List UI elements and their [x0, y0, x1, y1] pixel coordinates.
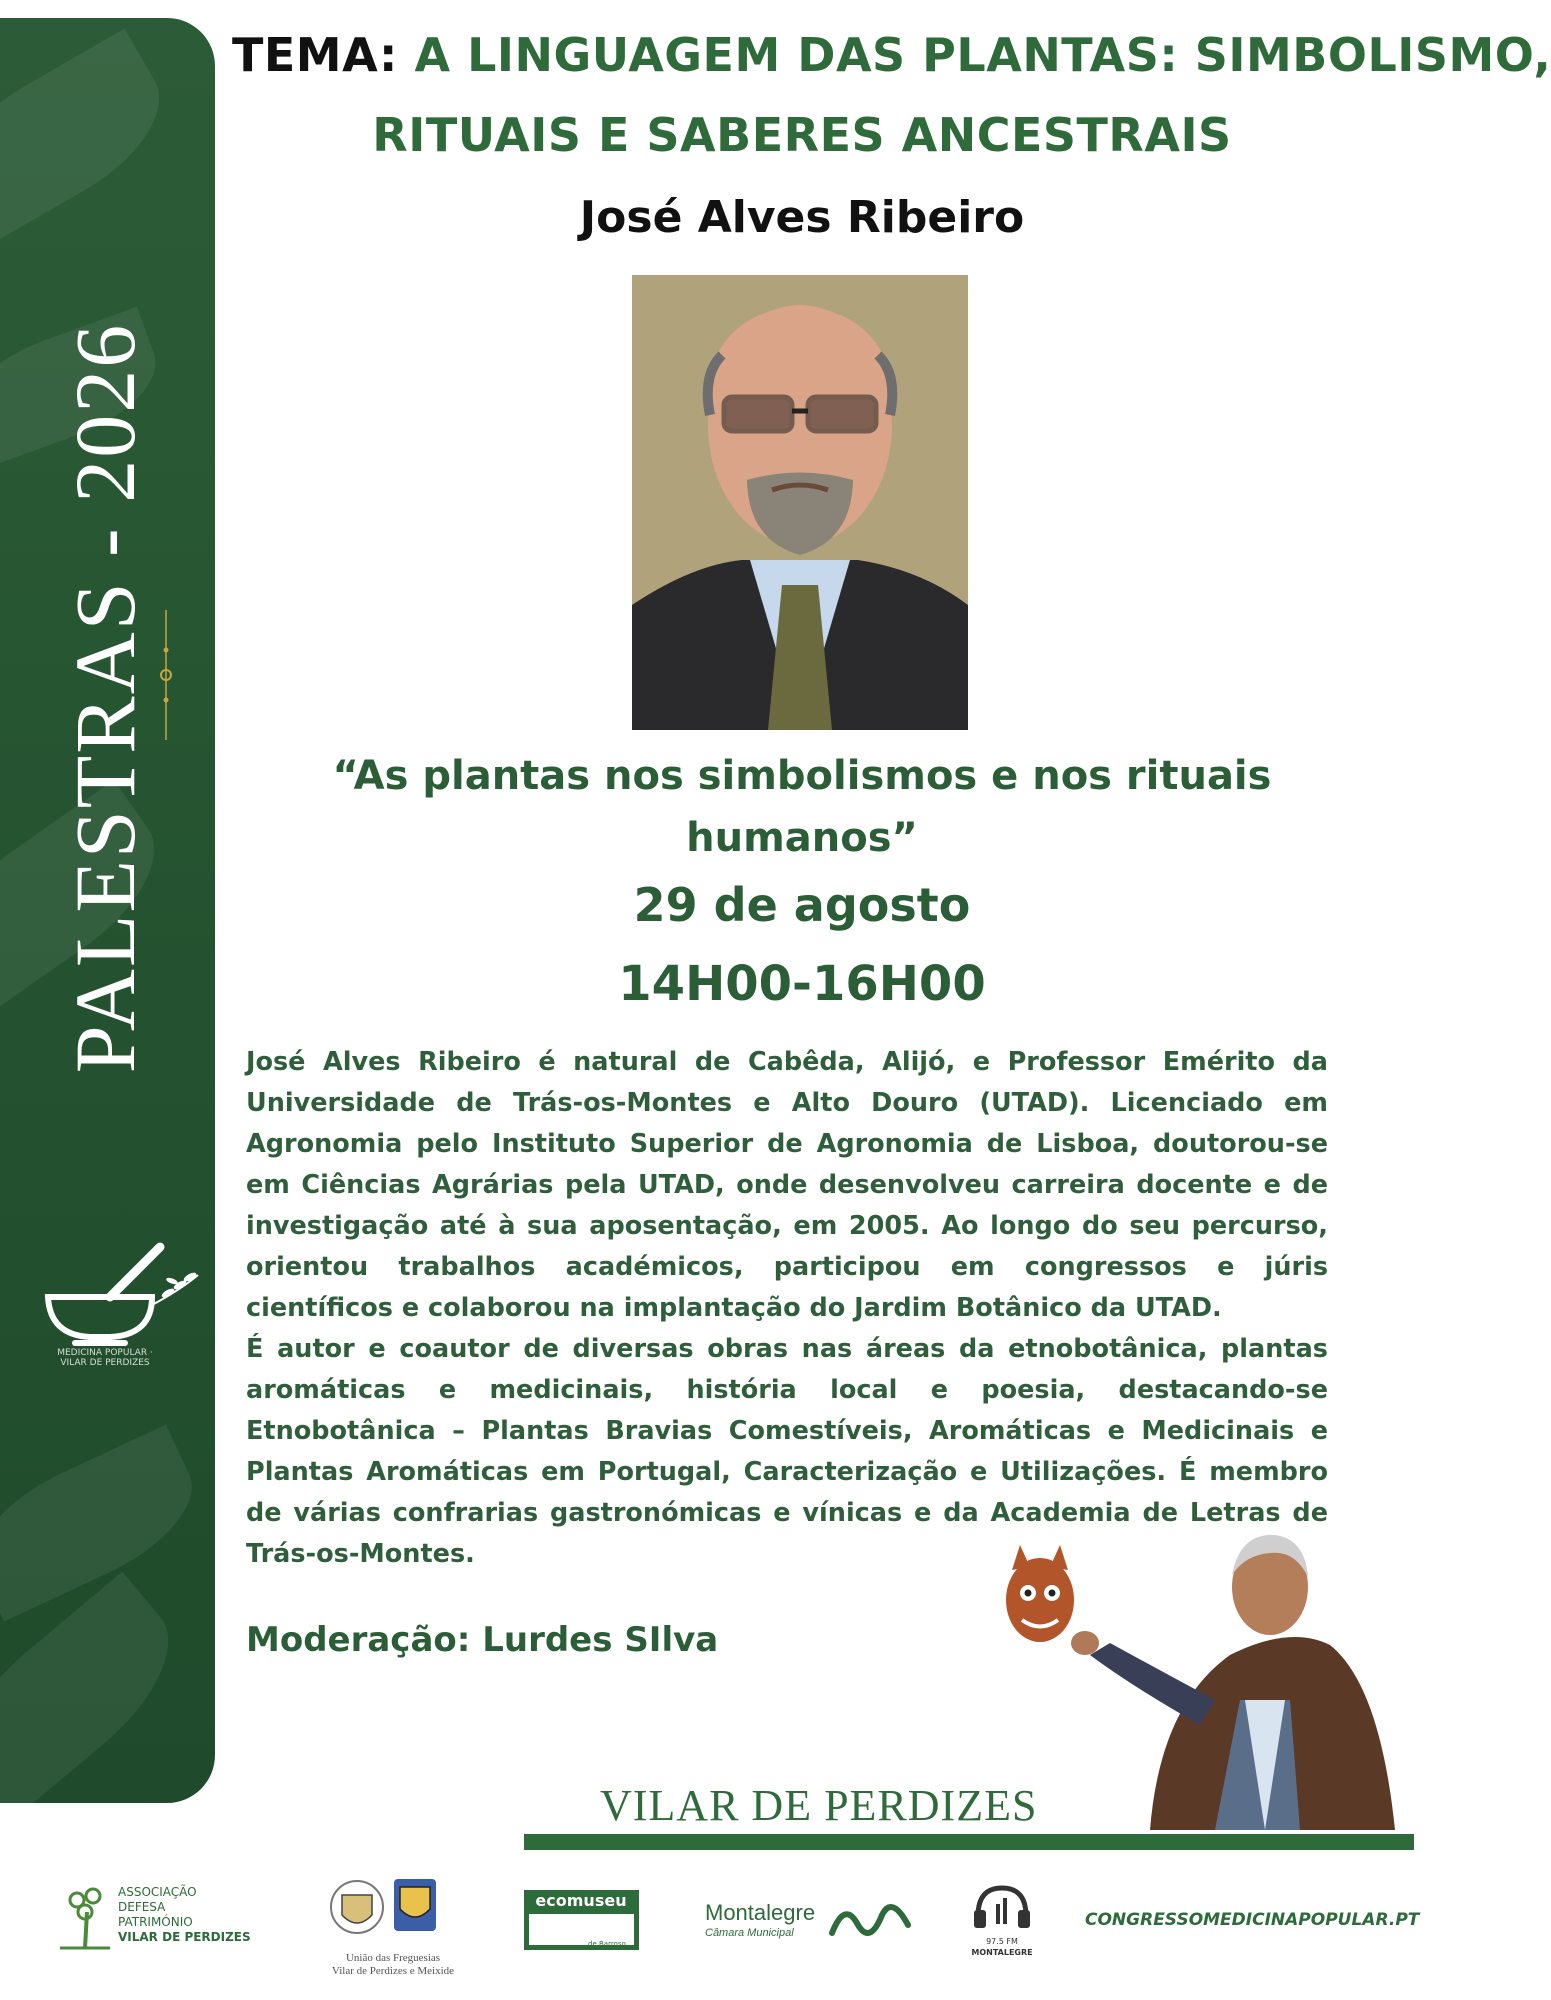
- montalegre-sub: Câmara Municipal: [705, 1927, 794, 1939]
- talk-title: “As plantas nos simbolismos e nos rituais humanos”: [332, 753, 1272, 861]
- sidebar-banner: [0, 18, 215, 1803]
- theme-heading-line2: RITUAIS E SABERES ANCESTRAIS: [372, 108, 1232, 162]
- association-name: [118, 1885, 251, 1945]
- gold-flourish-icon: [156, 610, 176, 740]
- moderation-label: Moderação:: [246, 1620, 471, 1660]
- montalegre-logo-text: Montalegre: [705, 1900, 816, 1925]
- ecomuseu-logo-label: ecomuseu: [528, 1890, 634, 1914]
- parish-caption: [318, 1952, 468, 1978]
- congress-website-link[interactable]: CONGRESSOMEDICINAPOPULAR.PT: [1085, 1910, 1420, 1930]
- radio-name: MONTALEGRE: [971, 1948, 1033, 1957]
- logo-caption: MEDICINA POPULAR · VILAR DE PERDIZES: [57, 1348, 153, 1368]
- divider: [524, 1834, 1414, 1850]
- theme-title-part1: A LINGUAGEM DAS PLANTAS: SIMBOLISMO,: [414, 28, 1551, 82]
- bio-paragraph: É autor e coautor de diversas obras nas áreas da etnobotânica, plantas aromáticas e medicinais, história local e poesia, destacando-se Etnobotânica – Plantas Bravias Comestíveis, Aromáticas e Medicinais e Plantas Aromáticas em Portugal, Caracterização e Utilizações. É membro de várias confrarias gastronómicas e vínicas e da Academia de Letras de Trás-os-Montes.: [246, 1334, 1328, 1569]
- speaker-bio: [246, 1042, 1328, 1575]
- bio-paragraph: José Alves Ribeiro é natural de Cabêda, Alijó, e Professor Emérito da Universidade de Trás-os-Montes e Alto Douro (UTAD). Licenciado em Agronomia pelo Instituto Superior de Agronomia de Lisboa, doutorou-se em Ciências Agrárias pela UTAD, onde desenvolveu carreira docente e de investigação até à sua aposentação, em 2005. Ao longo do seu percurso, orientou trabalhos académicos, participou em congressos e júris científicos e colaborou na implantação do Jardim Botânico da UTAD.: [246, 1047, 1328, 1323]
- association-line: VILAR DE PERDIZES: [118, 1930, 251, 1944]
- association-line: PATRIMÓNIO: [118, 1915, 193, 1929]
- talk-time: 14H00-16H00: [618, 956, 986, 1012]
- sidebar-vertical-title: PALESTRAS - 2026: [57, 322, 153, 1074]
- village-title: VILAR DE PERDIZES: [600, 1781, 1038, 1830]
- radio-frequency: 97.5 FM: [986, 1937, 1018, 1946]
- mortar-pestle-logo-icon: [40, 1235, 205, 1355]
- association-line: DEFESA: [118, 1900, 166, 1914]
- montalegre-wave-icon: [830, 1895, 910, 1940]
- speaker-name: José Alves Ribeiro: [579, 192, 1025, 243]
- parish-caption-line: União das Freguesias: [345, 1952, 441, 1964]
- parish-caption-line: Vilar de Perdizes e Meixide: [331, 1965, 455, 1977]
- moderation-line: [246, 1620, 718, 1660]
- association-line: ASSOCIAÇÃO: [118, 1885, 197, 1899]
- theme-label: TEMA:: [232, 28, 398, 82]
- speaker-portrait: [632, 275, 968, 730]
- ecomuseu-sub: de Barroso: [588, 1940, 626, 1948]
- man-with-mask-illustration: [1000, 1525, 1400, 1830]
- talk-date: 29 de agosto: [633, 878, 971, 932]
- radio-headphones-icon: [970, 1882, 1034, 1932]
- theme-heading-line1: [232, 28, 1551, 82]
- moderator-name: Lurdes SIlva: [482, 1620, 719, 1660]
